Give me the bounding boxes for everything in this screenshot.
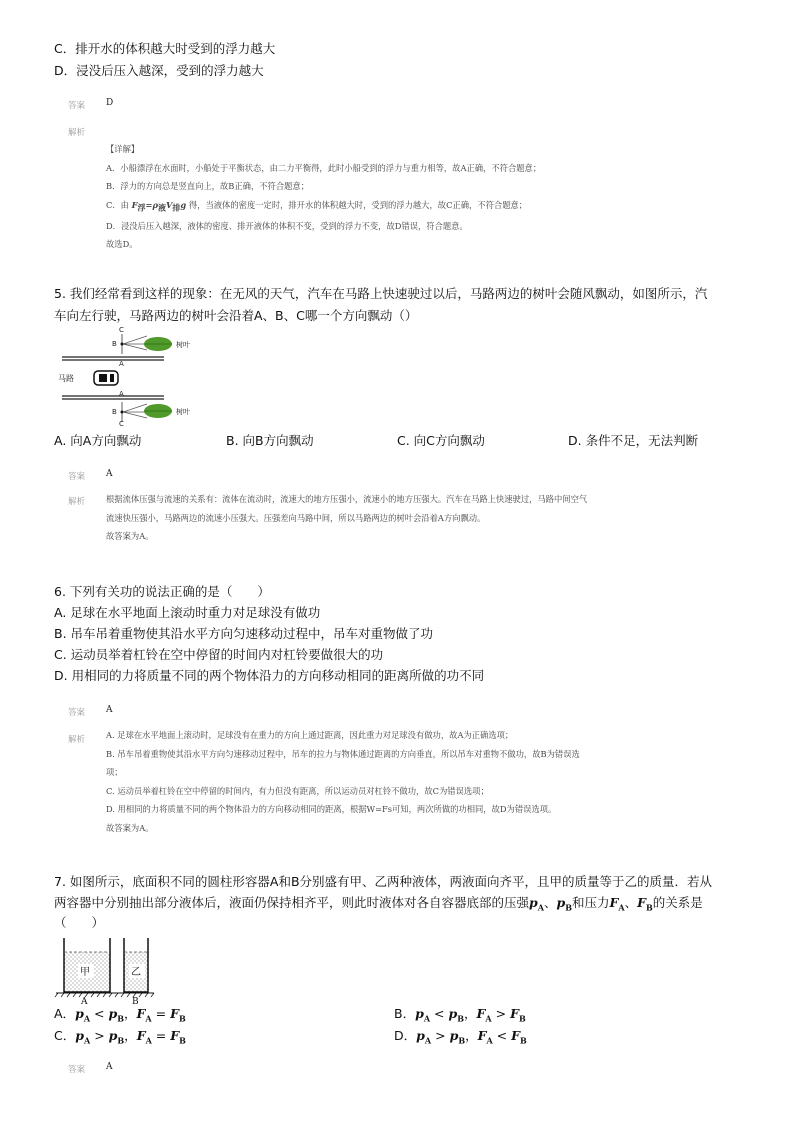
dir-b-label-bottom: B bbox=[112, 408, 117, 416]
q5-option-c: C. 向C方向飘动 bbox=[397, 433, 485, 448]
q7-option-c: C．$p_A > p_B$，$F_A = F_B$ bbox=[54, 1028, 186, 1046]
leaf-icon-top bbox=[144, 337, 172, 351]
q6-option-d: D. 用相同的力将质量不同的两个物体沿力的方向移动相同的距离所做的功不同 bbox=[54, 668, 485, 683]
q4-explanation bbox=[106, 140, 541, 254]
q6-answer-tag: 答案 bbox=[68, 708, 86, 718]
dir-a-label: A bbox=[119, 360, 124, 368]
q5-option-b: B. 向B方向飘动 bbox=[226, 433, 314, 448]
q7-answer-tag: 答案 bbox=[68, 1065, 86, 1075]
q7-containers-figure bbox=[52, 930, 156, 1007]
q4-answer-tag: 答案 bbox=[68, 101, 86, 111]
dir-b-label: B bbox=[112, 340, 117, 348]
explain-line: A．小船漂浮在水面时，小船处于平衡状态，由二力平衡得，此时小船受到的浮力与重力相等，故A正确，不符合题意； bbox=[106, 162, 542, 173]
explain-line: D．浸没后压入越深，液体的密度、排开液体的体积不变，受到的浮力不变，故D错误，符合题意。 bbox=[106, 220, 468, 231]
q7-option-b: B．$p_A < p_B$，$F_A > F_B$ bbox=[394, 1006, 526, 1024]
q4-explain-tag: 解析 bbox=[68, 128, 86, 138]
liquid-jia-label: 甲 bbox=[80, 967, 90, 978]
q7-stem-line2: 两容器中分别抽出部分液体后，液面仍保持相齐平，则此时液体对各自容器底部的压强$p_A$、$p_B$和压力$F_A$、$F_B$的关系是 bbox=[54, 895, 703, 913]
explain-line: B. 吊车吊着重物使其沿水平方向匀速移动过程中，吊车的拉力与物体通过距离的方向垂直，所以吊车对重物不做功，故B为错误选 bbox=[106, 748, 580, 759]
q6-explain-tag: 解析 bbox=[68, 735, 86, 745]
explain-text: C．由 bbox=[106, 199, 129, 210]
liquid-yi-label: 乙 bbox=[131, 967, 141, 978]
explain-line: A. 足球在水平地面上滚动时，足球没有在重力的方向上通过距离，因此重力对足球没有做功，故A为正确选项； bbox=[106, 730, 514, 740]
q6-option-a: A. 足球在水平地面上滚动时重力对足球没有做功 bbox=[54, 605, 321, 620]
q6-option-b: B. 吊车吊着重物使其沿水平方向匀速移动过程中，吊车对重物做了功 bbox=[54, 626, 434, 641]
explain-line: B．浮力的方向总是竖直向上，故B正确，不符合题意； bbox=[106, 181, 310, 191]
q5-option-a: A. 向A方向飘动 bbox=[54, 433, 142, 448]
explain-line: D. 用相同的力将质量不同的两个物体沿力的方向移动相同的距离，根据W=Fs可知，两次所做的功相同，故D为错误选项。 bbox=[106, 804, 557, 814]
symbol-fb: $F_B$ bbox=[637, 895, 653, 913]
q6-stem: 6. 下列有关功的说法正确的是（ ） bbox=[54, 584, 270, 599]
dir-c-label: C bbox=[119, 326, 124, 334]
q7-stem-line3: （ ） bbox=[54, 915, 105, 930]
symbol-fa: $F_A$ bbox=[609, 895, 625, 913]
q6-answer: A bbox=[106, 705, 113, 715]
explain-line-formula bbox=[106, 196, 541, 217]
q7-option-a: A．$p_A < p_B$，$F_A = F_B$ bbox=[54, 1006, 186, 1024]
q7-option-d: D．$p_A > p_B$，$F_A < F_B$ bbox=[394, 1028, 527, 1046]
explain-line: 【详解】 bbox=[106, 144, 140, 154]
q7-stem-line1: 7. 如图所示，底面积不同的圆柱形容器A和B分别盛有甲、乙两种液体，两液面向齐平，且甲的质量等于乙的质量．若从 bbox=[54, 874, 713, 889]
explain-line: 故选D。 bbox=[106, 239, 138, 250]
dir-a-label-bottom: A bbox=[119, 390, 124, 398]
q7-answer: A bbox=[106, 1062, 113, 1072]
buoyancy-formula: $F_浮=\rho_液V_排g$ bbox=[131, 199, 187, 213]
q5-answer-tag: 答案 bbox=[68, 472, 86, 482]
explain-line: 根据流体压强与流速的关系有：流体在流动时，流速大的地方压强小，流速小的地方压强大。汽车在马路上快速驶过，马路中间空气 bbox=[106, 494, 588, 504]
explain-line: C. 运动员举着杠铃在空中停留的时间内，有力但没有距离，所以运动员对杠铃不做功，故C为错误选项； bbox=[106, 785, 489, 796]
symbol-pa: $p_A$ bbox=[529, 895, 544, 913]
q6-option-c: C. 运动员举着杠铃在空中停留的时间内对杠铃要做很大的功 bbox=[54, 647, 384, 662]
q4-answer: D bbox=[106, 98, 114, 108]
explain-line: 流速快压强小，马路两边的流速小压强大。压强差向马路中间，所以马路两边的树叶会沿着A方向飘动。 bbox=[106, 512, 486, 523]
container-a-label: A bbox=[81, 997, 88, 1007]
q5-explanation bbox=[106, 490, 587, 546]
q6-explanation bbox=[106, 726, 580, 837]
leaf-icon-bottom bbox=[144, 404, 172, 418]
explain-line: 项； bbox=[106, 767, 123, 777]
q5-answer: A bbox=[106, 469, 113, 479]
leaf-label-bottom: 树叶 bbox=[176, 408, 190, 416]
q5-stem-line2: 车向左行驶，马路两边的树叶会沿着A、B、C哪一个方向飘动（） bbox=[54, 308, 418, 323]
symbol-pb: $p_B$ bbox=[556, 895, 573, 913]
car-icon bbox=[94, 371, 118, 385]
explain-line: 故答案为A。 bbox=[106, 822, 154, 833]
leaf-label-top: 树叶 bbox=[176, 341, 190, 349]
q4-option-d: D．浸没后压入越深，受到的浮力越大 bbox=[54, 63, 264, 78]
q5-explain-tag: 解析 bbox=[68, 497, 86, 507]
q5-road-figure bbox=[52, 322, 212, 428]
explain-text: 得，当液体的密度一定时，排开水的体积越大时，受到的浮力越大，故C正确，不符合题意； bbox=[188, 199, 528, 210]
q5-option-d: D. 条件不足，无法判断 bbox=[568, 433, 699, 448]
explain-line: 故答案为A。 bbox=[106, 531, 154, 541]
dir-c-label-bottom: C bbox=[119, 420, 124, 428]
container-b-label: B bbox=[132, 997, 139, 1007]
q4-option-c: C．排开水的体积越大时受到的浮力越大 bbox=[54, 41, 276, 56]
q5-stem-line1: 5. 我们经常看到这样的现象：在无风的天气，汽车在马路上快速驶过以后，马路两边的树叶会随风飘动，如图所示，汽 bbox=[54, 286, 708, 301]
figure-road-label: 马路 bbox=[58, 374, 74, 383]
